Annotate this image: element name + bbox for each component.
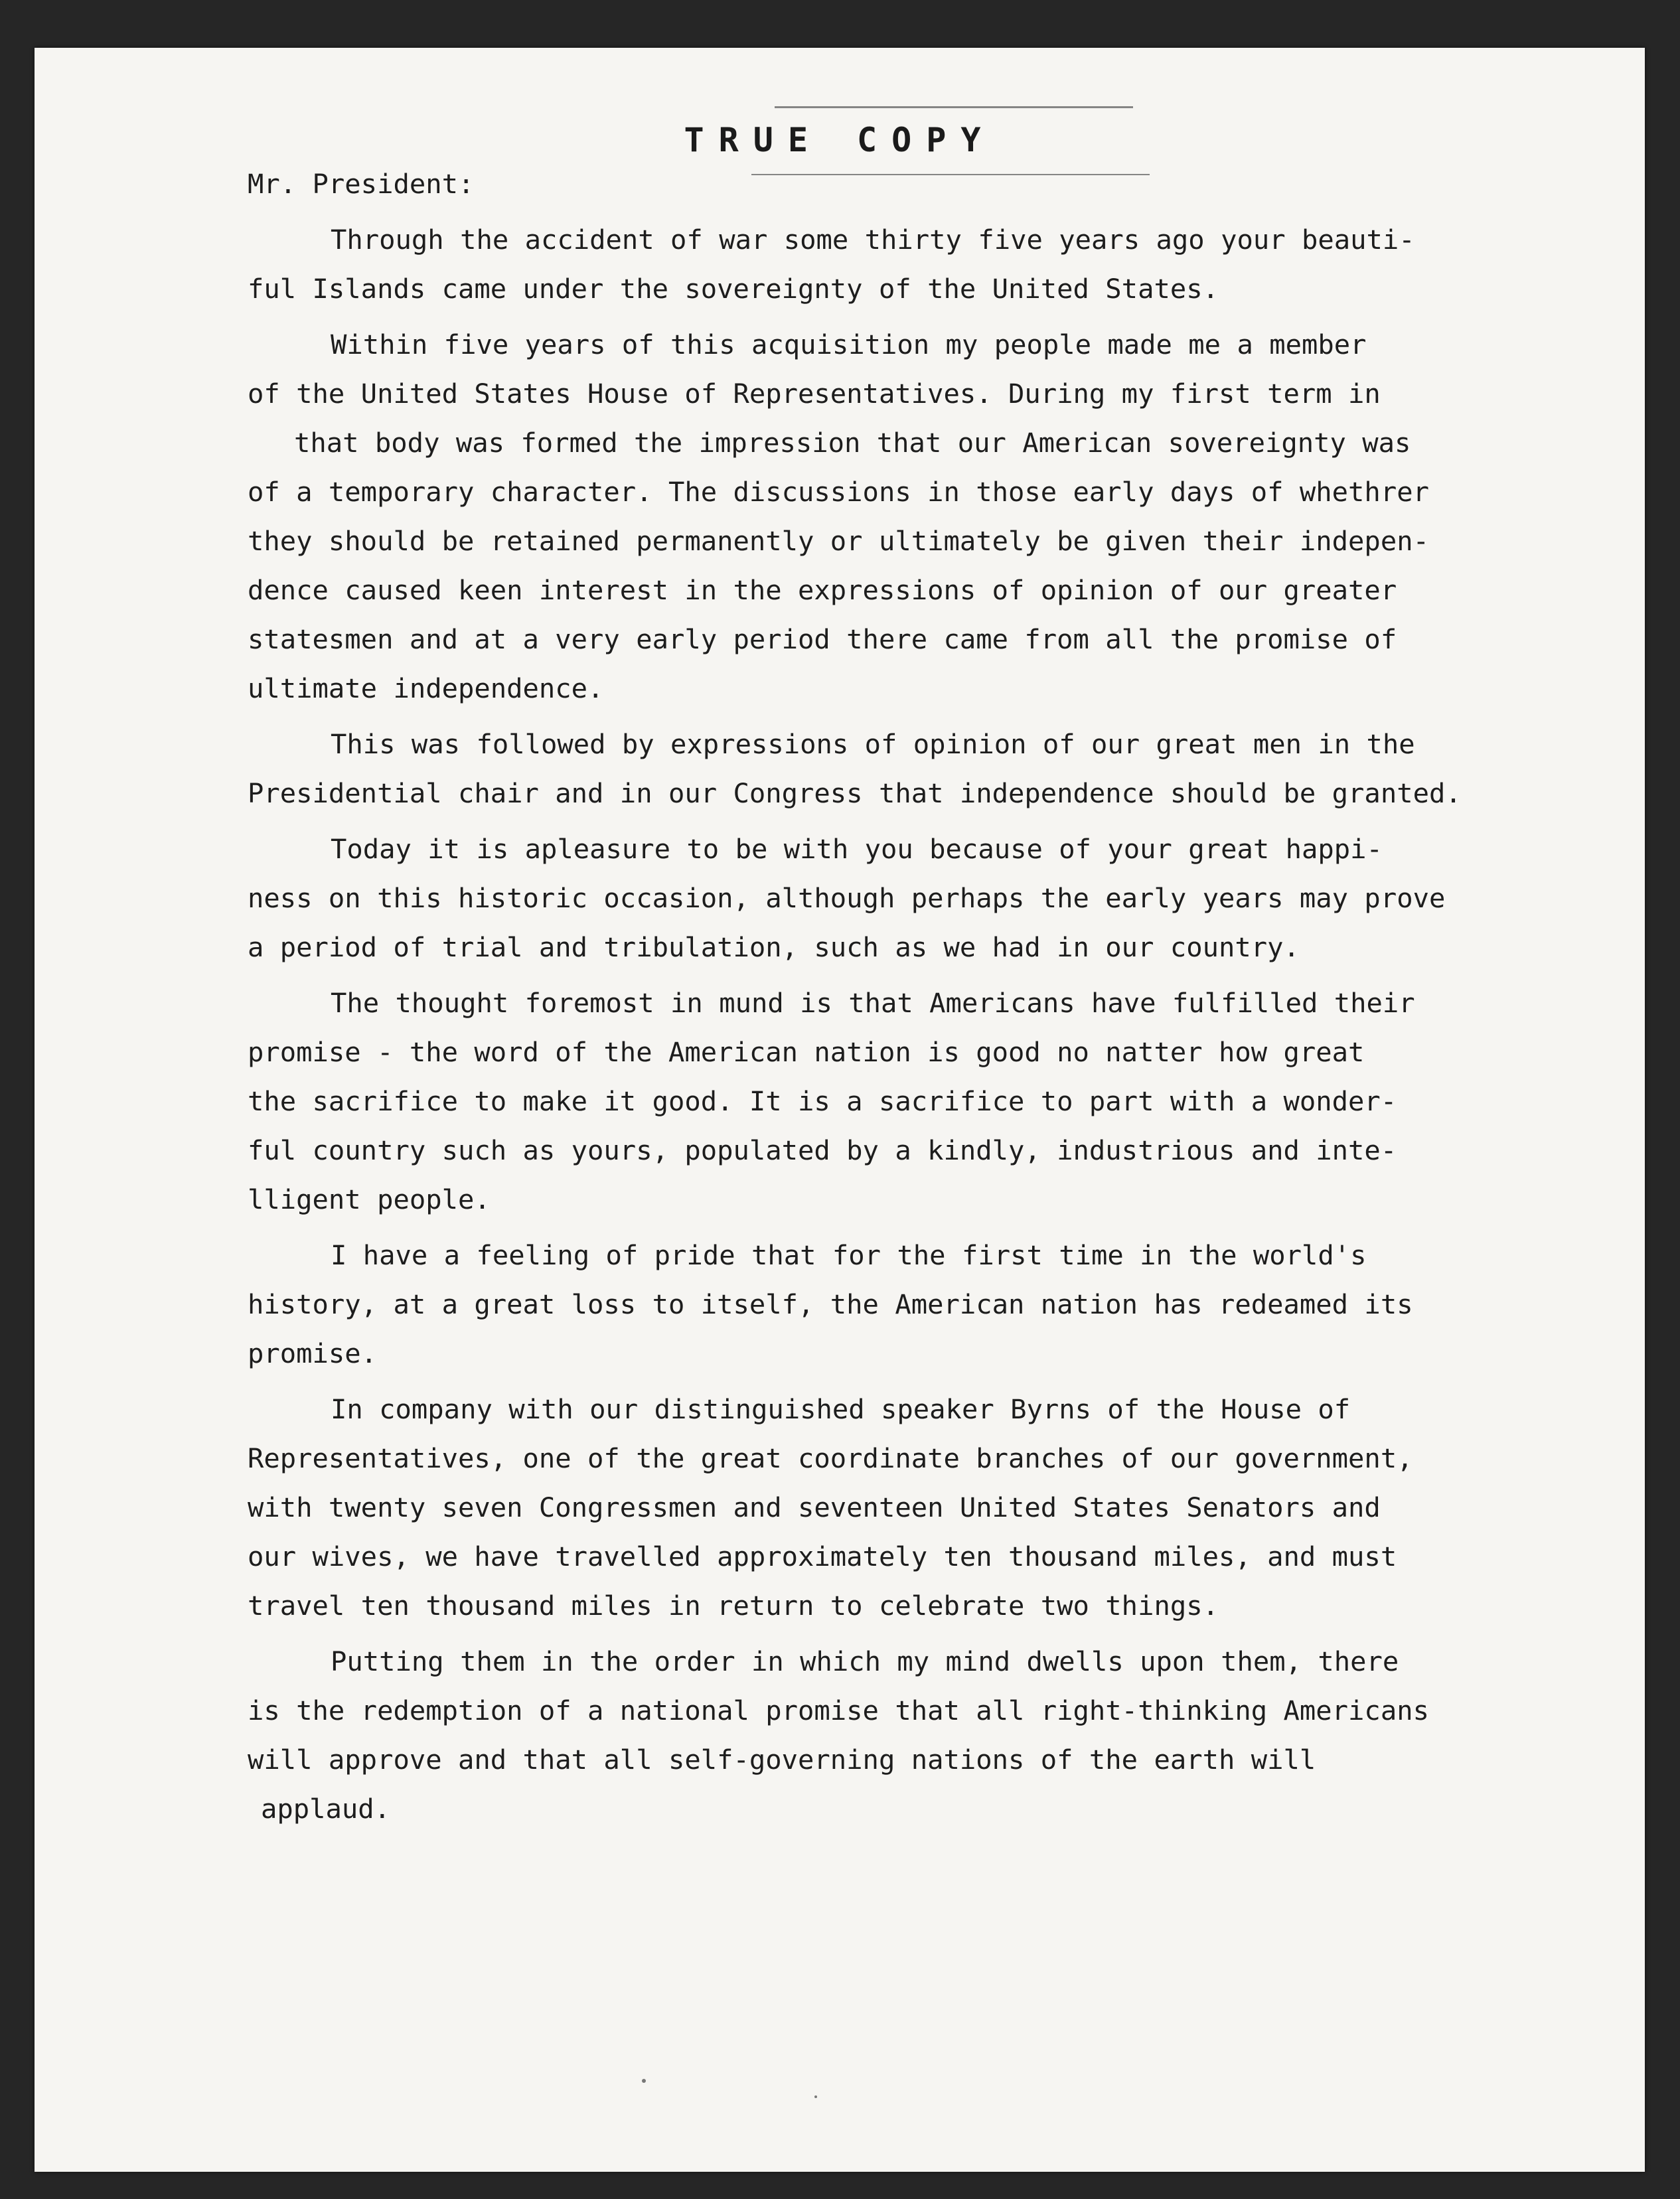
- text-line: ultimate independence.: [248, 672, 604, 704]
- text-line: our wives, we have travelled approximately ten thousand miles, and must: [248, 1541, 1397, 1572]
- text-line: they should be retained permanently or ultimately be given their indepen-: [248, 525, 1429, 557]
- text-line: the sacrifice to make it good. It is a sacrifice to part with a wonder-: [248, 1085, 1397, 1117]
- text-line: Presidential chair and in our Congress that independence should be granted.: [248, 777, 1462, 809]
- paragraph: [248, 320, 1549, 713]
- text-line: Today it is apleasure to be with you because of your great happi-: [331, 833, 1383, 865]
- text-line: a period of trial and tribulation, such as we had in our country.: [248, 931, 1300, 963]
- paragraphs: [248, 215, 1549, 1833]
- paragraph: [248, 215, 1549, 313]
- text-line: applaud.: [261, 1793, 391, 1825]
- text-line: ful Islands came under the sovereignty of the United States.: [248, 273, 1219, 305]
- paragraph: [248, 1231, 1549, 1378]
- heading-wrap: [35, 121, 1645, 159]
- text-line: ness on this historic occasion, although perhaps the early years may prove: [248, 882, 1446, 914]
- paragraph: [248, 1385, 1549, 1630]
- text-line: of a temporary character. The discussions in those early days of whethrer: [248, 476, 1429, 508]
- text-line: with twenty seven Congressmen and seventeen United States Senators and: [248, 1491, 1381, 1523]
- paragraph: [248, 978, 1549, 1224]
- text-line: promise - the word of the American nation is good no natter how great: [248, 1036, 1365, 1068]
- document-heading: TRUE COPY: [684, 121, 996, 159]
- text-line: is the redemption of a national promise that all right-thinking Americans: [248, 1695, 1429, 1726]
- text-line: The thought foremost in mund is that Americans have fulfilled their: [331, 987, 1415, 1019]
- paragraph: [248, 1637, 1549, 1833]
- text-line: In company with our distinguished speaker Byrns of the House of: [331, 1393, 1351, 1425]
- text-line: history, at a great loss to itself, the American nation has redeamed its: [248, 1288, 1413, 1320]
- text-line: Putting them in the order in which my mind dwells upon them, there: [331, 1645, 1399, 1677]
- text-line: lligent people.: [248, 1183, 491, 1215]
- text-line: This was followed by expressions of opinion of our great men in the: [331, 728, 1415, 760]
- heading-rule-top: [775, 106, 1133, 108]
- text-line: I have a feeling of pride that for the first time in the world's: [331, 1239, 1367, 1271]
- text-line: travel ten thousand miles in return to celebrate two things.: [248, 1590, 1219, 1622]
- text-line: Representatives, one of the great coordinate branches of our government,: [248, 1442, 1413, 1474]
- letter-body: [248, 159, 1549, 1833]
- text-line: of the United States House of Representatives. During my first term in: [248, 378, 1381, 410]
- paragraph: [248, 720, 1549, 818]
- text-line: Through the accident of war some thirty five years ago your beauti-: [331, 224, 1415, 256]
- text-line: dence caused keen interest in the expressions of opinion of our greater: [248, 574, 1397, 606]
- text-line: statesmen and at a very early period there came from all the promise of: [248, 623, 1397, 655]
- text-line: promise.: [248, 1337, 378, 1369]
- scan-speck: [814, 2095, 817, 2098]
- text-line: Within five years of this acquisition my people made me a member: [331, 329, 1367, 360]
- paragraph: [248, 824, 1549, 972]
- text-line: ful country such as yours, populated by a kindly, industrious and inte-: [248, 1134, 1397, 1166]
- text-line: that body was formed the impression that our American sovereignty was: [294, 427, 1411, 459]
- text-line: will approve and that all self-governing nations of the earth will: [248, 1744, 1316, 1776]
- scan-speck: [642, 2079, 646, 2083]
- salutation: Mr. President:: [248, 168, 475, 200]
